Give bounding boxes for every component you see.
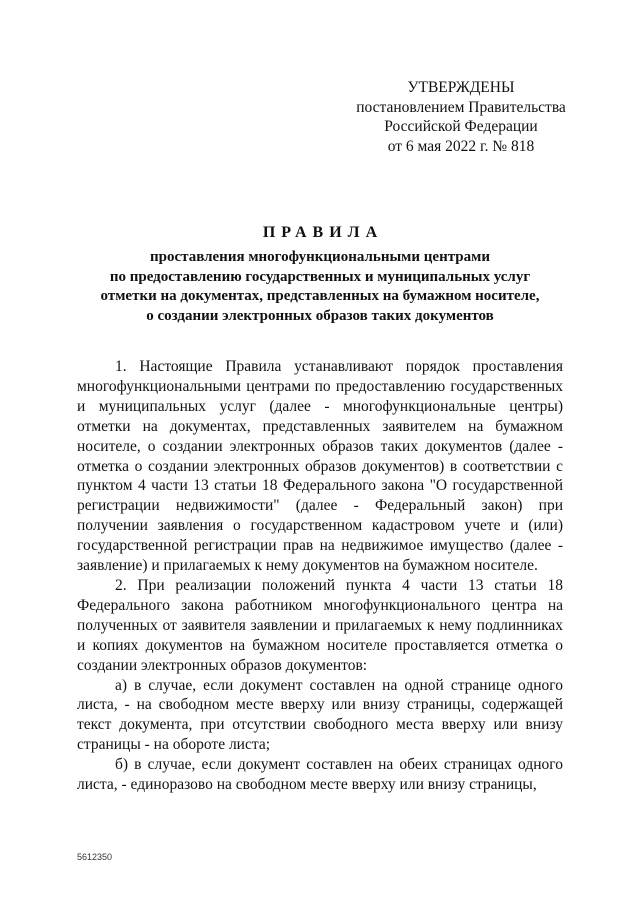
approval-block	[346, 78, 576, 156]
subtitle-line: о создании электронных образов таких документов	[146, 307, 494, 324]
paragraph-2: 2. При реализации положений пункта 4 части 13 статьи 18 Федерального закона работником многофункционального центра на полученных от заявителя заявлении и прилагаемых к нему подлинниках и копиях документов на бумажном носителе проставляется отметка о создании электронных образов документов:	[77, 576, 563, 674]
subtitle-line: отметки на документах, представленных на бумажном носителе,	[100, 288, 540, 304]
subparagraph-b: б) в случае, если документ составлен на обеих страницах одного листа, - единоразово на свободном месте вверху или внизу страницы,	[77, 756, 563, 794]
subparagraph-a: а) в случае, если документ составлен на одной странице одного листа, - на свободном месте вверху или внизу страницы, содержащей текст документа, при отсутствии свободного места вверху или внизу страницы - на обороте листа;	[77, 676, 563, 754]
document-body	[77, 357, 563, 795]
approval-date-line: от 6 мая 2022 г. № 818	[387, 137, 535, 155]
approval-line: Российской Федерации	[384, 118, 538, 135]
document-subtitle	[60, 248, 580, 326]
subtitle-line: по предоставлению государственных и муниципальных услуг	[109, 268, 531, 285]
subtitle-line: проставления многофункциональными центрами	[150, 249, 490, 265]
document-title: ПРАВИЛА	[262, 224, 384, 241]
approval-title: УТВЕРЖДЕНЫ	[407, 79, 515, 96]
paragraph-1: 1. Настоящие Правила устанавливают порядок проставления многофункциональными центрами по предоставлению государственных и муниципальных услуг (далее - многофункциональные центры) отметки на документах, представленных заявителем на бумажном носителе, о создании электронных образов таких документов (далее - отметка о создании электронных образов документов) в соответствии с пунктом 4 части 13 статьи 18 Федерального закона "О государственной регистрации недвижимости" (далее - Федеральный закон) при получении заявления о государственном кадастровом учете и (или) государственной регистрации прав на недвижимое имущество (далее - заявление) и прилагаемых к нему документов на бумажном носителе.	[77, 358, 563, 575]
footer-document-code: 5612350	[77, 852, 113, 862]
approval-line: постановлением Правительства	[356, 98, 566, 116]
